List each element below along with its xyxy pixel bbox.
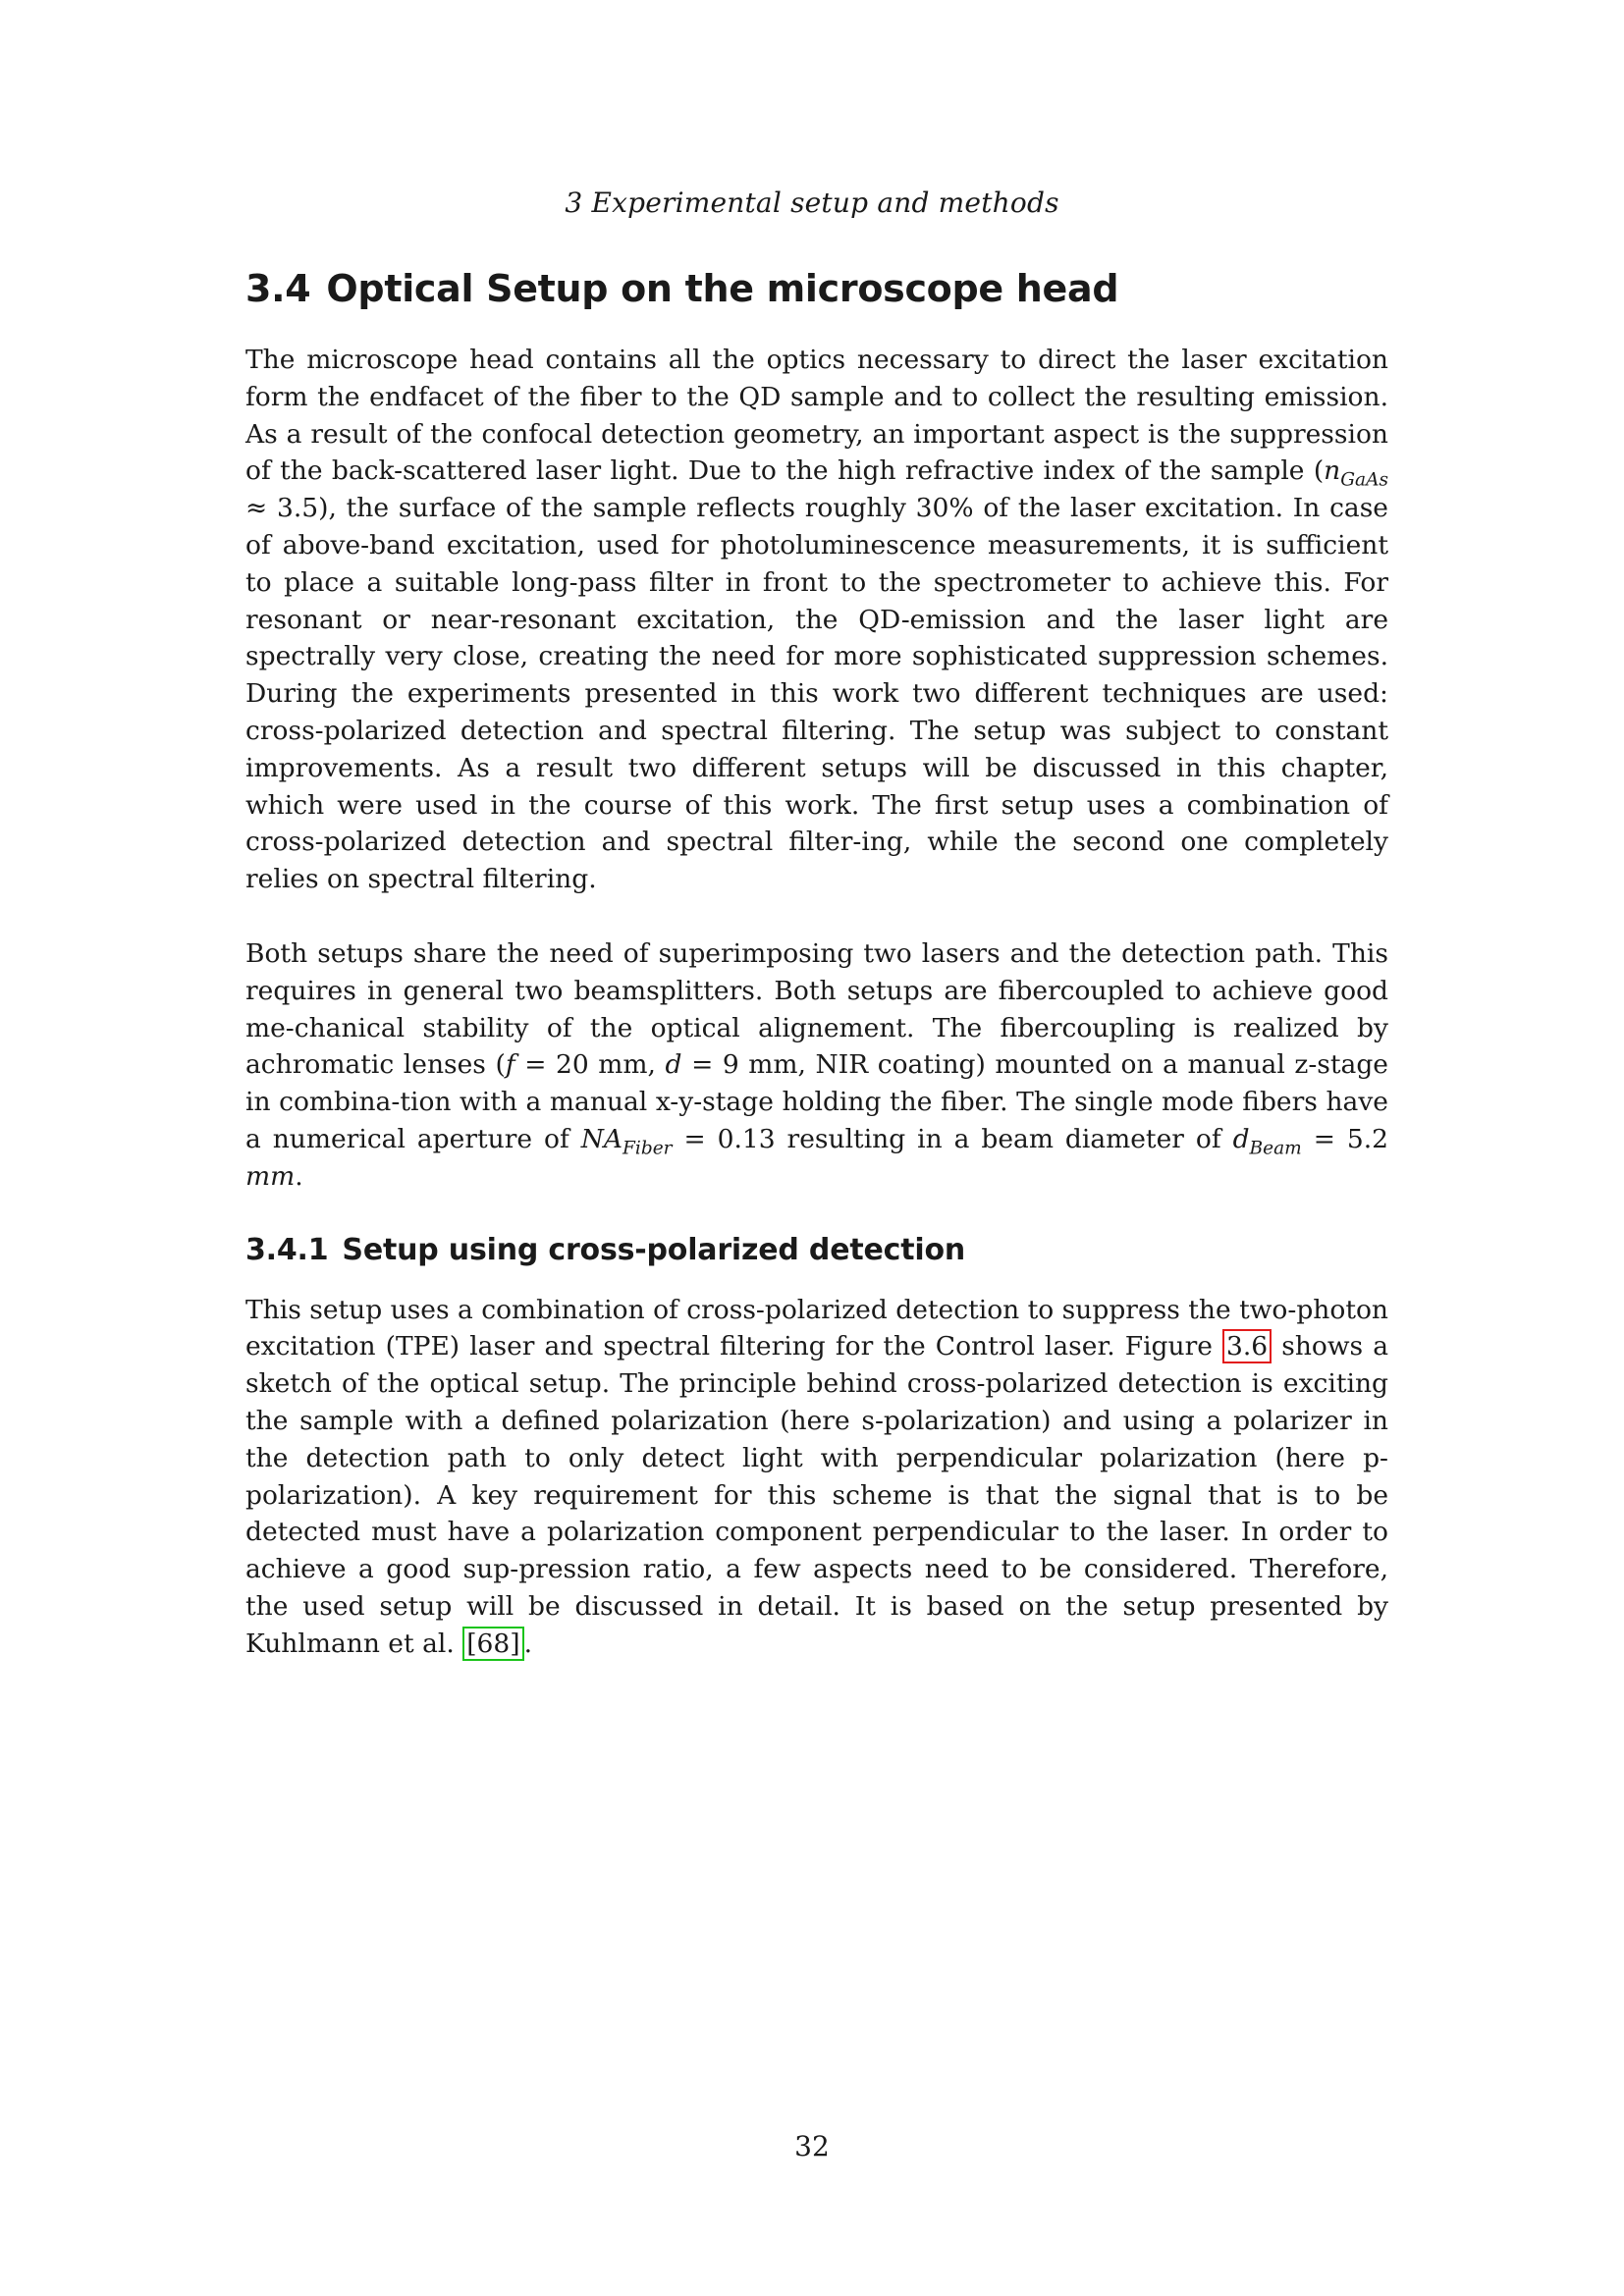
text-run: shows a sketch of the optical setup. The principle behind cross-polarized detection is exciting the sample with a defined polarization (here s-polarization) and using a polarizer in the detection path to only detect light with perpendicular polarization (here p-polarization). A key requirement for this scheme is that the signal that is to be detected must have a polarization component perpendicular to the laser. In order to achieve a good sup-pression ratio, a few aspects need to be considered. Therefore, the used setup will be discussed in detail. It is based on the setup presented by Kuhlmann et al. — [245, 1331, 1389, 1659]
math-d: d — [665, 1049, 682, 1081]
text-run: = 9 mm, NIR coating) mounted on a manual z-stage in combina-tion with a manual x-y-stage holding the fiber. The single mode fibers have a numerical aperture of — [245, 1049, 1388, 1154]
subsection-number: 3.4.1 — [245, 1232, 329, 1267]
section-paragraph-2 — [245, 935, 1388, 1196]
page-number: 32 — [794, 2130, 830, 2163]
running-header: 3 Experimental setup and methods — [565, 187, 1059, 219]
math-f: f — [505, 1049, 515, 1081]
section-title: Optical Setup on the microscope head — [326, 267, 1119, 310]
text-run: . — [523, 1628, 533, 1659]
page-content — [245, 263, 1388, 1663]
subsection-title: Setup using cross-polarized detection — [342, 1232, 966, 1267]
math-unit-mm: mm — [245, 1160, 296, 1192]
math-n-gaas: $n_{GaAs}$ — [1324, 455, 1388, 491]
figure-reference-link[interactable]: 3.6 — [1222, 1329, 1272, 1363]
section-paragraph-1 — [245, 342, 1388, 898]
text-run: = 5.2 — [1301, 1123, 1388, 1154]
math-d-beam: $d_{Beam}$ — [1232, 1123, 1302, 1159]
text-run: The microscope head contains all the optics necessary to direct the laser excitation form the endfacet of the fiber to the QD sample and to collect the resulting emission. As a result of the confocal detection geometry, an important aspect is the suppression of the back-scattered laser light. Due to the high refractive index of the sample ( — [245, 345, 1388, 487]
text-run: = 20 mm, — [514, 1049, 666, 1081]
math-na-fiber: $NA_{Fiber}$ — [580, 1123, 673, 1159]
subsection-paragraph-1 — [245, 1292, 1388, 1663]
section-heading — [245, 263, 1388, 314]
text-run: . — [295, 1160, 303, 1192]
subsection-heading — [245, 1231, 1388, 1270]
text-run: This setup uses a combination of cross-polarized detection to suppress the two-photon excitation (TPE) laser and spectral filtering for the Control laser. Figure — [245, 1294, 1388, 1362]
text-run: ), the surface of the sample reflects roughly 30% of the laser excitation. In case of above-band excitation, used for photoluminescence measurements, it is sufficient to place a suitable long-pass filter in front to the spectrometer to achieve this. For resonant or near-resonant excitation, the QD-emission and the laser light are spectrally very close, creating the need for more sophisticated suppression schemes. During the experiments presented in this work two different techniques are used: cross-polarized detection and spectral filtering. The setup was subject to constant improvements. As a result two different setups will be discussed in this chapter, which were used in the course of this work. The first setup uses a combination of cross-polarized detection and spectral filter-ing, while the second one completely relies on spectral filtering. — [245, 493, 1388, 895]
section-number: 3.4 — [245, 267, 311, 310]
text-run: Both setups share the need of superimposing two lasers and the detection path. This requires in general two beamsplitters. Both setups are fibercoupled to achieve good me-chanical stability of the optical alignement. The fibercoupling is realized by achromatic lenses ( — [245, 937, 1388, 1081]
citation-link[interactable]: [68] — [462, 1627, 523, 1661]
text-run: = 0.13 resulting in a beam diameter of — [672, 1123, 1233, 1154]
math-approx: ≈ 3.5 — [245, 493, 319, 524]
